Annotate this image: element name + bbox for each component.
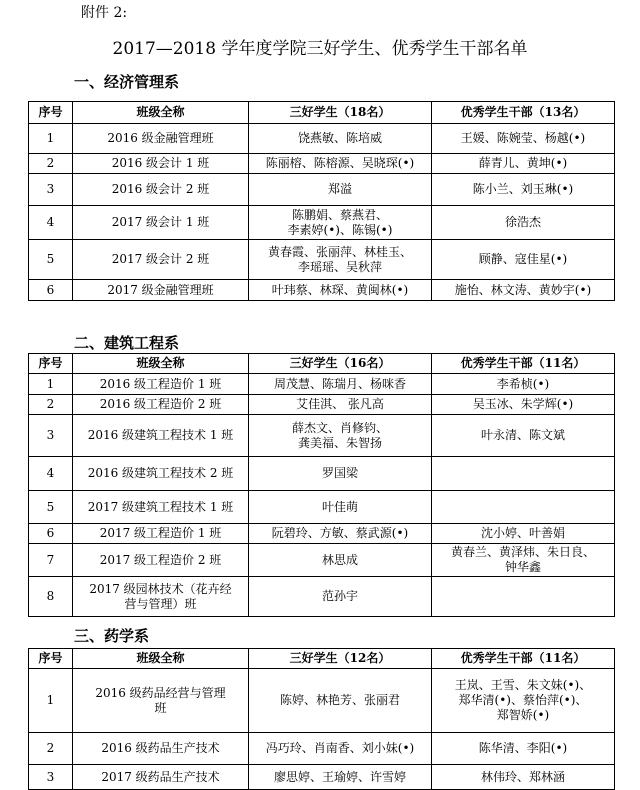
merit-students-cell: 陈丽榕、陈榕源、吴晓琛(•) [249,154,432,174]
table-header-row [29,354,615,374]
table-row [29,240,615,280]
merit-students-cell: 林思成 [249,544,432,577]
table-row [29,544,615,577]
table-row [29,415,615,457]
table-row [29,669,615,733]
outstanding-cadres-cell [432,491,615,524]
table-row [29,457,615,491]
merit-students-cell: 叶玮蔡、林琛、黄闽林(•) [249,280,432,301]
class-name-cell: 2017 级药品生产技术 [73,765,249,790]
row-number-cell: 2 [29,154,73,174]
table-row [29,395,615,415]
merit-students-cell: 饶燕敏、陈培威 [249,124,432,154]
class-name-cell: 2016 级药品经营与管理 班 [73,669,249,733]
class-name-cell: 2017 级工程造价 2 班 [73,544,249,577]
table-pharmacy [28,648,615,790]
outstanding-cadres-cell: 陈小兰、刘玉琳(•) [432,174,615,206]
class-name-cell: 2016 级工程造价 1 班 [73,374,249,395]
merit-students-cell: 周茂慧、陈瑞月、杨咪香 [249,374,432,395]
class-name-cell: 2016 级金融管理班 [73,124,249,154]
class-name-cell: 2016 级工程造价 2 班 [73,395,249,415]
table-row [29,765,615,790]
table-header-row [29,649,615,669]
row-number-cell: 5 [29,240,73,280]
table-row [29,374,615,395]
table-row [29,124,615,154]
header-merit-students: 三好学生（12名） [249,649,432,669]
outstanding-cadres-cell: 薛青儿、黄坤(•) [432,154,615,174]
row-number-cell: 1 [29,124,73,154]
header-merit-students: 三好学生（16名） [249,354,432,374]
class-name-cell: 2016 级药品生产技术 [73,733,249,765]
class-name-cell: 2016 级建筑工程技术 2 班 [73,457,249,491]
table-row [29,733,615,765]
class-name-cell: 2017 级会计 2 班 [73,240,249,280]
section-heading-pharmacy: 三、药学系 [74,627,150,645]
row-number-cell: 6 [29,280,73,301]
row-number-cell: 3 [29,415,73,457]
table-row [29,524,615,544]
header-merit-students: 三好学生（18名） [249,102,432,124]
attachment-label: 附件 2: [81,5,128,21]
row-number-cell: 8 [29,577,73,617]
outstanding-cadres-cell: 李希桢(•) [432,374,615,395]
row-number-cell: 6 [29,524,73,544]
table-architecture [28,353,615,617]
outstanding-cadres-cell: 林伟玲、郑林涵 [432,765,615,790]
table-row [29,491,615,524]
outstanding-cadres-cell: 吴玉冰、朱学辉(•) [432,395,615,415]
document-title: 2017—2018 学年度学院三好学生、优秀学生干部名单 [112,39,528,59]
header-outstanding-cadres: 优秀学生干部（11名） [432,649,615,669]
outstanding-cadres-cell: 陈华清、李阳(•) [432,733,615,765]
table-row [29,154,615,174]
class-name-cell: 2016 级建筑工程技术 1 班 [73,415,249,457]
header-number: 序号 [29,649,73,669]
outstanding-cadres-cell: 徐浩杰 [432,206,615,240]
merit-students-cell: 廖思婷、王瑜婷、许雪婷 [249,765,432,790]
class-name-cell: 2017 级建筑工程技术 1 班 [73,491,249,524]
outstanding-cadres-cell: 黄春兰、黄泽炜、朱日良、 钟华鑫 [432,544,615,577]
row-number-cell: 7 [29,544,73,577]
outstanding-cadres-cell [432,457,615,491]
row-number-cell: 1 [29,669,73,733]
header-outstanding-cadres: 优秀学生干部（11名） [432,354,615,374]
merit-students-cell: 罗国梁 [249,457,432,491]
row-number-cell: 4 [29,457,73,491]
merit-students-cell: 陈婷、林艳芳、张丽君 [249,669,432,733]
merit-students-cell: 陈鹏娟、蔡燕君、 李素婷(•)、陈锡(•) [249,206,432,240]
row-number-cell: 4 [29,206,73,240]
class-name-cell: 2016 级会计 1 班 [73,154,249,174]
table-row [29,577,615,617]
table-row [29,206,615,240]
outstanding-cadres-cell: 施怡、林文涛、黄妙宇(•) [432,280,615,301]
row-number-cell: 2 [29,733,73,765]
row-number-cell: 1 [29,374,73,395]
merit-students-cell: 冯巧玲、肖南香、刘小妹(•) [249,733,432,765]
class-name-cell: 2017 级园林技术（花卉经 营与管理）班 [73,577,249,617]
table-header-row [29,102,615,124]
class-name-cell: 2017 级金融管理班 [73,280,249,301]
table-economics [28,101,615,301]
merit-students-cell: 范孙宇 [249,577,432,617]
header-number: 序号 [29,102,73,124]
class-name-cell: 2016 级会计 2 班 [73,174,249,206]
class-name-cell: 2017 级工程造价 1 班 [73,524,249,544]
outstanding-cadres-cell: 顾静、寇佳星(•) [432,240,615,280]
header-number: 序号 [29,354,73,374]
merit-students-cell: 薛杰文、肖修钧、 龚美福、朱智扬 [249,415,432,457]
merit-students-cell: 郑溢 [249,174,432,206]
row-number-cell: 3 [29,765,73,790]
class-name-cell: 2017 级会计 1 班 [73,206,249,240]
row-number-cell: 5 [29,491,73,524]
header-outstanding-cadres: 优秀学生干部（13名） [432,102,615,124]
section-heading-economics: 一、经济管理系 [74,73,180,91]
header-class-name: 班级全称 [73,354,249,374]
header-class-name: 班级全称 [73,102,249,124]
row-number-cell: 2 [29,395,73,415]
merit-students-cell: 阮碧玲、方敏、蔡武源(•) [249,524,432,544]
table-row [29,174,615,206]
section-heading-architecture: 二、建筑工程系 [74,334,180,352]
merit-students-cell: 黄春霞、张丽萍、林桂玉、 李瑶瑶、吴秋萍 [249,240,432,280]
outstanding-cadres-cell: 王媛、陈婉莹、杨越(•) [432,124,615,154]
outstanding-cadres-cell: 王岚、王雪、朱文妹(•)、 郑华清(•)、蔡怡萍(•)、 郑智娇(•) [432,669,615,733]
outstanding-cadres-cell [432,577,615,617]
merit-students-cell: 艾佳淇、 张凡高 [249,395,432,415]
merit-students-cell: 叶佳萌 [249,491,432,524]
table-row [29,280,615,301]
outstanding-cadres-cell: 叶永清、陈文斌 [432,415,615,457]
outstanding-cadres-cell: 沈小婷、叶善娟 [432,524,615,544]
row-number-cell: 3 [29,174,73,206]
header-class-name: 班级全称 [73,649,249,669]
